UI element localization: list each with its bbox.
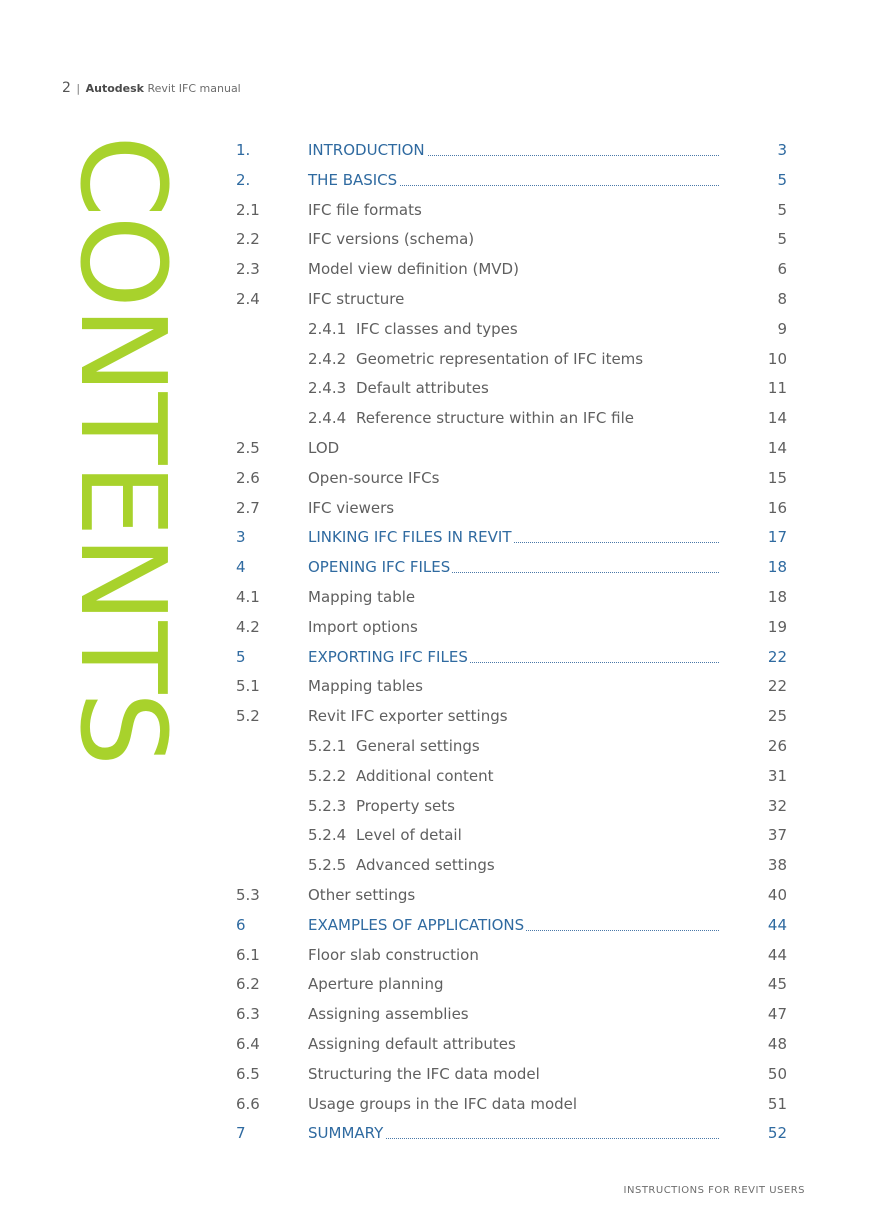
toc-entry-title-text: Assigning default attributes xyxy=(308,1034,516,1053)
toc-entry-title-text: Model view definition (MVD) xyxy=(308,260,519,279)
page-header xyxy=(62,80,241,96)
toc-entry-title xyxy=(308,434,341,464)
toc-entry-title-text: Open-source IFCs xyxy=(308,468,440,487)
toc-entry-title-text: THE BASICS xyxy=(308,170,398,189)
toc-entry-title xyxy=(308,315,520,345)
toc-entry-page: 19 xyxy=(767,617,787,636)
toc-entry-title xyxy=(308,1000,471,1030)
contents-side-title: CONTENTS xyxy=(54,135,192,765)
toc-entry-title xyxy=(308,851,497,881)
toc-entry-title-text: Geometric representation of IFC items xyxy=(356,349,644,368)
toc-entry[interactable] xyxy=(0,285,869,315)
toc-entry-title xyxy=(308,672,425,702)
toc-entry-page: 50 xyxy=(767,1064,787,1083)
toc-subentry-number: 2.4.1 xyxy=(308,319,347,338)
toc-entry-number: 6.5 xyxy=(236,1064,260,1083)
toc-entry[interactable] xyxy=(0,404,869,434)
toc-entry[interactable] xyxy=(0,523,869,553)
toc-entry-page: 31 xyxy=(767,766,787,785)
toc-entry-page: 3 xyxy=(777,141,787,159)
toc-entry-number: 2.2 xyxy=(236,230,260,249)
toc-entry[interactable] xyxy=(0,732,869,762)
toc-entry[interactable] xyxy=(0,1119,869,1149)
toc-entry-title xyxy=(308,583,417,613)
toc-entry-title-text: Mapping tables xyxy=(308,677,423,696)
toc-entry-title-text: LOD xyxy=(308,438,340,457)
toc-entry-number: 1. xyxy=(236,141,251,159)
toc-entry-title-text: Mapping table xyxy=(308,587,416,606)
toc-entry[interactable] xyxy=(0,762,869,792)
toc-entry-page: 17 xyxy=(767,528,787,547)
toc-entry-page: 18 xyxy=(767,558,787,577)
header-title: Revit IFC manual xyxy=(147,82,241,95)
toc-entry-number: 6.4 xyxy=(236,1034,260,1053)
toc-entry-title xyxy=(308,941,481,971)
toc-entry-title xyxy=(308,792,457,822)
toc-entry-number: 5.1 xyxy=(236,677,260,696)
toc-entry-number: 6.3 xyxy=(236,1005,260,1024)
toc-entry[interactable] xyxy=(0,166,869,196)
toc-entry-number: 2.1 xyxy=(236,200,260,219)
toc-entry-page: 44 xyxy=(767,915,787,934)
toc-entry-title xyxy=(308,881,417,911)
toc-entry-page: 15 xyxy=(767,468,787,487)
toc-entry-page: 47 xyxy=(767,1005,787,1024)
toc-entry[interactable] xyxy=(0,225,869,255)
toc-entry-title-text: EXAMPLES OF APPLICATIONS xyxy=(308,915,525,934)
toc-entry-number: 7 xyxy=(236,1124,246,1143)
toc-entry-title-text: Reference structure within an IFC file xyxy=(356,409,635,428)
toc-entry-page: 32 xyxy=(767,796,787,815)
toc-entry-title-text: Usage groups in the IFC data model xyxy=(308,1094,578,1113)
toc-entry-page: 26 xyxy=(767,736,787,755)
toc-entry-number: 5.2 xyxy=(236,707,260,726)
toc-entry[interactable] xyxy=(0,1000,869,1030)
toc-entry-title-text: SUMMARY xyxy=(308,1124,384,1143)
toc-entry-title xyxy=(308,1030,518,1060)
toc-entry-title xyxy=(308,553,452,583)
toc-entry-page: 44 xyxy=(767,945,787,964)
toc-entry-title xyxy=(308,255,521,285)
toc-entry-page: 37 xyxy=(767,826,787,845)
toc-entry-title xyxy=(308,762,496,792)
toc-entry-number: 3 xyxy=(236,528,246,547)
header-brand: Autodesk xyxy=(85,82,144,95)
toc-entry[interactable] xyxy=(0,792,869,822)
toc-entry-title-text: Default attributes xyxy=(356,379,489,398)
toc-entry[interactable] xyxy=(0,911,869,941)
toc-subentry-number: 5.2.1 xyxy=(308,736,347,755)
toc-entry-title xyxy=(308,166,399,196)
toc-entry[interactable] xyxy=(0,941,869,971)
toc-entry-page: 48 xyxy=(767,1034,787,1053)
toc-entry-title xyxy=(308,285,406,315)
toc-entry-title-text: EXPORTING IFC FILES xyxy=(308,647,468,666)
toc-entry-number: 5.3 xyxy=(236,885,260,904)
toc-subentry-number: 2.4.4 xyxy=(308,409,347,428)
toc-entry[interactable] xyxy=(0,345,869,375)
toc-entry-title xyxy=(308,225,476,255)
toc-entry[interactable] xyxy=(0,464,869,494)
toc-entry-page: 52 xyxy=(767,1124,787,1143)
toc-entry-title-text: Import options xyxy=(308,617,418,636)
toc-entry-title-text: General settings xyxy=(356,736,480,755)
toc-entry-title xyxy=(308,732,482,762)
toc-entry-title-text: Level of detail xyxy=(356,826,462,845)
toc-entry-title xyxy=(308,613,420,643)
toc-entry-number: 4.2 xyxy=(236,617,260,636)
toc-entry-page: 5 xyxy=(777,170,787,189)
toc-entry-title-text: OPENING IFC FILES xyxy=(308,558,451,577)
toc-entry[interactable] xyxy=(0,583,869,613)
toc-entry-title-text: IFC file formats xyxy=(308,200,422,219)
toc-entry-title-text: Floor slab construction xyxy=(308,945,479,964)
toc-entry-number: 6.2 xyxy=(236,975,260,994)
toc-entry-title xyxy=(308,1090,579,1120)
toc-entry[interactable] xyxy=(0,136,869,166)
toc-entry[interactable] xyxy=(0,1030,869,1060)
toc-entry[interactable] xyxy=(0,553,869,583)
toc-entry-title-text: Revit IFC exporter settings xyxy=(308,707,508,726)
toc-entry-title xyxy=(308,404,636,434)
toc-entry[interactable] xyxy=(0,821,869,851)
toc-entry-page: 9 xyxy=(777,319,787,338)
toc-entry-title xyxy=(308,374,491,404)
toc-entry-title-text: INTRODUCTION xyxy=(308,141,425,159)
toc-entry-title-text: Structuring the IFC data model xyxy=(308,1064,540,1083)
toc-subentry-number: 5.2.4 xyxy=(308,826,347,845)
toc-entry-number: 4.1 xyxy=(236,587,260,606)
toc-entry[interactable] xyxy=(0,851,869,881)
toc-entry-page: 51 xyxy=(767,1094,787,1113)
toc-entry[interactable] xyxy=(0,196,869,226)
toc-entry-number: 2.7 xyxy=(236,498,260,517)
toc-entry-title xyxy=(308,464,441,494)
toc-entry-title-text: IFC viewers xyxy=(308,498,395,517)
toc-entry-title xyxy=(308,643,470,673)
toc-entry[interactable] xyxy=(0,315,869,345)
toc-entry-title-text: Assigning assemblies xyxy=(308,1005,469,1024)
toc-entry-page: 25 xyxy=(767,707,787,726)
toc-entry-page: 14 xyxy=(767,409,787,428)
toc-entry-title-text: Aperture planning xyxy=(308,975,444,994)
toc-entry-page: 45 xyxy=(767,975,787,994)
toc-entry-page: 14 xyxy=(767,438,787,457)
toc-entry-page: 6 xyxy=(777,260,787,279)
toc-entry-title-text: IFC versions (schema) xyxy=(308,230,475,249)
toc-entry-title-text: Advanced settings xyxy=(356,856,495,875)
toc-entry-page: 5 xyxy=(777,230,787,249)
toc-entry-page: 8 xyxy=(777,289,787,308)
toc-entry[interactable] xyxy=(0,1090,869,1120)
toc-entry-title xyxy=(308,911,526,941)
table-of-contents xyxy=(0,136,869,1149)
toc-entry-title xyxy=(308,702,510,732)
toc-entry[interactable] xyxy=(0,494,869,524)
toc-entry-title xyxy=(308,1060,542,1090)
toc-entry-number: 2.4 xyxy=(236,289,260,308)
page-number: 2 xyxy=(62,80,71,96)
toc-entry-page: 16 xyxy=(767,498,787,517)
toc-subentry-number: 2.4.3 xyxy=(308,379,347,398)
toc-subentry-number: 5.2.3 xyxy=(308,796,347,815)
page-footer: INSTRUCTIONS FOR REVIT USERS xyxy=(623,1185,805,1196)
toc-entry-page: 22 xyxy=(767,647,787,666)
toc-subentry-number: 5.2.2 xyxy=(308,766,347,785)
toc-entry-title xyxy=(308,821,464,851)
toc-entry-title xyxy=(308,494,396,524)
toc-subentry-number: 5.2.5 xyxy=(308,856,347,875)
toc-entry-number: 5 xyxy=(236,647,246,666)
toc-entry[interactable] xyxy=(0,702,869,732)
toc-entry-page: 22 xyxy=(767,677,787,696)
toc-entry-page: 18 xyxy=(767,587,787,606)
toc-entry-title xyxy=(308,196,424,226)
toc-entry-number: 6.6 xyxy=(236,1094,260,1113)
toc-entry-number: 2. xyxy=(236,170,251,189)
toc-entry-title-text: LINKING IFC FILES IN REVIT xyxy=(308,528,512,547)
toc-entry-title-text: Other settings xyxy=(308,885,416,904)
toc-entry-number: 2.5 xyxy=(236,438,260,457)
toc-entry[interactable] xyxy=(0,881,869,911)
toc-entry-number: 4 xyxy=(236,558,246,577)
toc-entry-title-text: IFC classes and types xyxy=(356,319,518,338)
toc-entry-page: 10 xyxy=(767,349,787,368)
toc-entry-title-text: Property sets xyxy=(356,796,455,815)
toc-entry-number: 6 xyxy=(236,915,246,934)
toc-entry[interactable] xyxy=(0,255,869,285)
toc-entry[interactable] xyxy=(0,374,869,404)
toc-entry-number: 6.1 xyxy=(236,945,260,964)
toc-entry-title-text: IFC structure xyxy=(308,289,405,308)
toc-entry-page: 38 xyxy=(767,856,787,875)
toc-entry-title xyxy=(308,523,514,553)
toc-subentry-number: 2.4.2 xyxy=(308,349,347,368)
toc-entry-number: 2.3 xyxy=(236,260,260,279)
toc-entry-title xyxy=(308,345,645,375)
toc-entry-page: 5 xyxy=(777,200,787,219)
toc-entry-number: 2.6 xyxy=(236,468,260,487)
toc-entry-title xyxy=(308,1119,385,1149)
toc-entry-title xyxy=(308,136,427,166)
toc-entry[interactable] xyxy=(0,1060,869,1090)
toc-entry-title-text: Additional content xyxy=(356,766,494,785)
toc-entry-page: 11 xyxy=(767,379,787,398)
toc-entry[interactable] xyxy=(0,643,869,673)
toc-entry-title xyxy=(308,970,446,1000)
toc-entry[interactable] xyxy=(0,970,869,1000)
toc-entry-page: 40 xyxy=(767,885,787,904)
toc-entry[interactable] xyxy=(0,613,869,643)
header-separator: | xyxy=(76,82,81,95)
toc-entry[interactable] xyxy=(0,672,869,702)
toc-entry[interactable] xyxy=(0,434,869,464)
